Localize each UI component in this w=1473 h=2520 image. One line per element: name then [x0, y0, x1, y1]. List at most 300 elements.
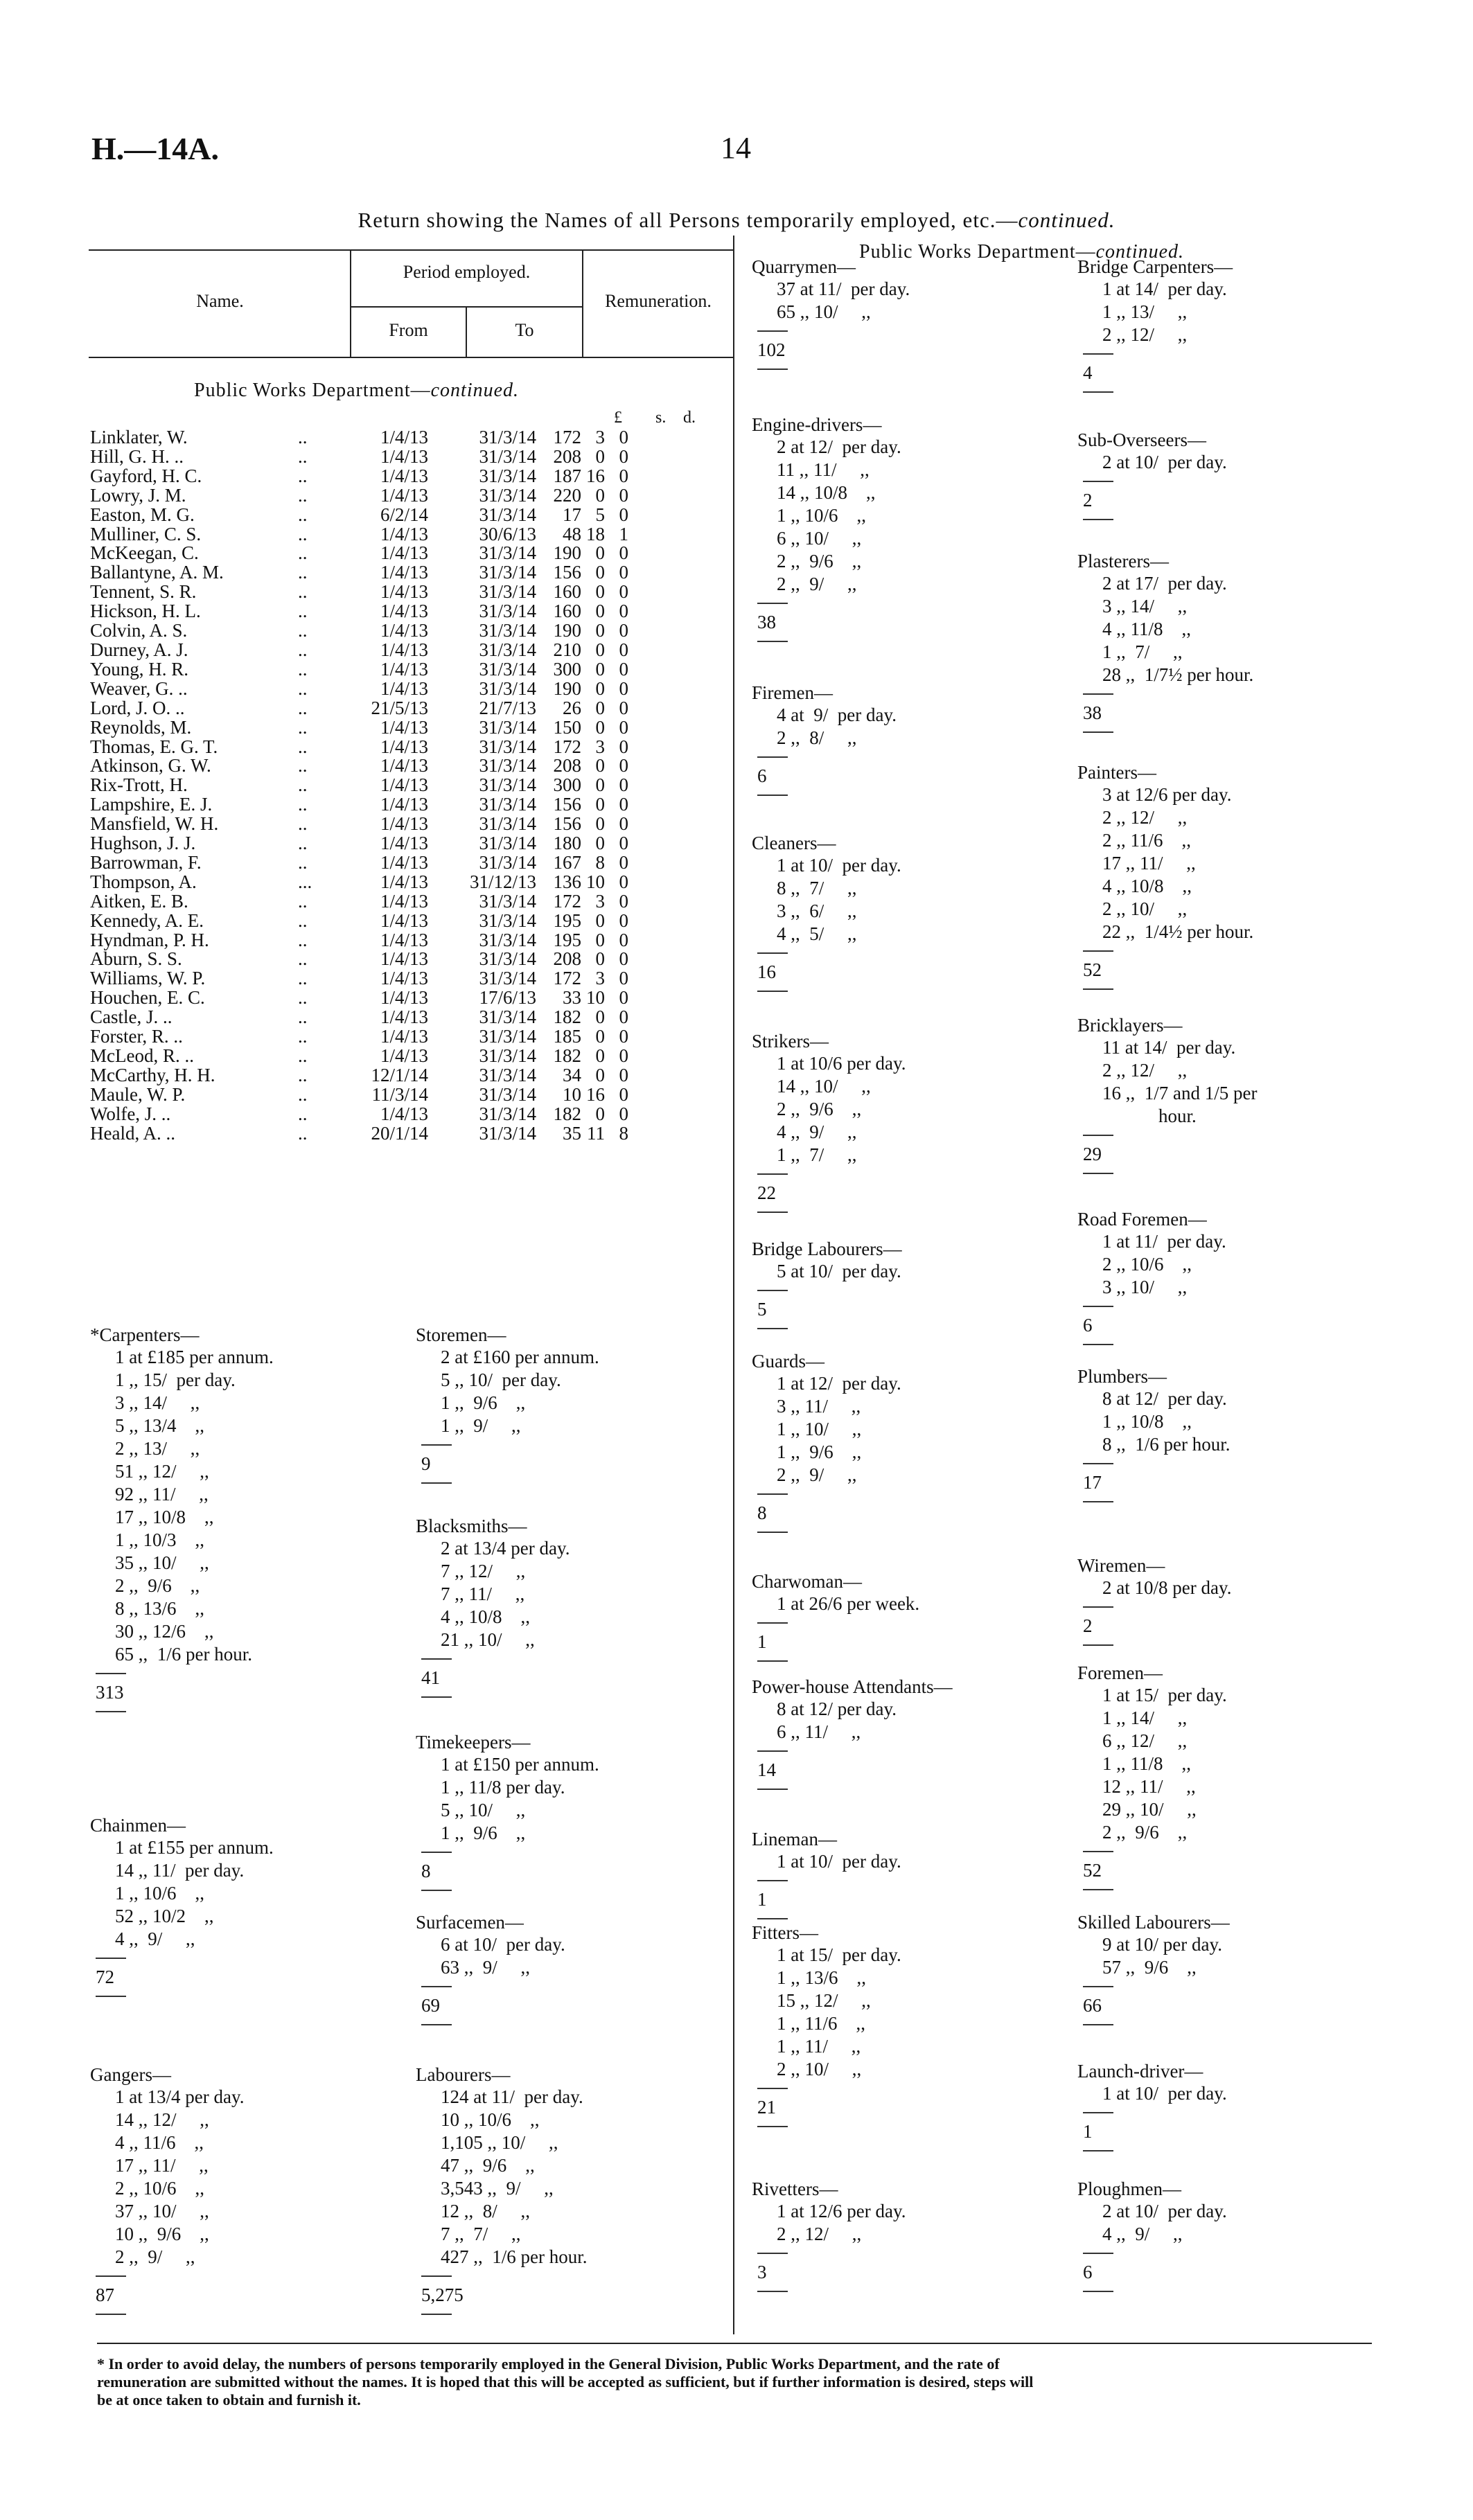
- cell-name: Aburn, S. S.: [90, 948, 182, 970]
- group-total: 66: [1083, 1995, 1102, 2016]
- group-line: 57 ,, 9/6 ,,: [1102, 1957, 1197, 1978]
- group-rule: [421, 1444, 452, 1446]
- group-title: Gangers—: [90, 2064, 171, 2085]
- cell-s: 0: [595, 929, 605, 950]
- group-line: 63 ,, 9/ ,,: [441, 1957, 531, 1978]
- cell-d: 0: [619, 1006, 628, 1028]
- cell-name: Lampshire, E. J.: [90, 794, 213, 815]
- group-line: 3 ,, 14/ ,,: [1102, 596, 1188, 616]
- cell-dots: ..: [298, 851, 308, 873]
- table-row: [90, 738, 628, 757]
- group-rule: [96, 1711, 126, 1712]
- group-title: Engine-drivers—: [752, 414, 882, 435]
- cell-d: 0: [619, 813, 628, 835]
- rate-group: [1077, 1209, 1226, 1352]
- cell-d: 0: [619, 1045, 628, 1066]
- group-line: 4 at 9/ per day.: [777, 704, 897, 725]
- table-row: [90, 795, 628, 815]
- cell-p: 136: [553, 871, 581, 892]
- cell-to: 31/12/13: [469, 871, 536, 892]
- cell-from: 1/4/13: [380, 909, 428, 931]
- pounds-label: £: [614, 409, 622, 427]
- cell-s: 0: [595, 1064, 605, 1085]
- rate-group: [416, 2064, 587, 2322]
- group-total: 4: [1083, 362, 1093, 383]
- cell-p: 26: [563, 697, 581, 718]
- cell-s: 3: [595, 736, 605, 757]
- group-rule: [1083, 519, 1113, 520]
- header-bottom-rule: [89, 357, 733, 358]
- group-title: Guards—: [752, 1351, 824, 1372]
- group-line: 4 ,, 11/6 ,,: [115, 2132, 204, 2153]
- group-line: 11 at 14/ per day.: [1102, 1037, 1236, 1058]
- group-line: 2 ,, 10/6 ,,: [115, 2178, 205, 2199]
- cell-d: 0: [619, 909, 628, 931]
- cell-from: 1/4/13: [380, 755, 428, 777]
- rate-group: [1077, 762, 1253, 997]
- cell-p: 17: [563, 504, 581, 525]
- cell-name: Gayford, H. C.: [90, 465, 202, 486]
- cell-p: 182: [553, 1045, 581, 1066]
- group-rule: [1083, 988, 1113, 990]
- group-line: 1 at 11/ per day.: [1102, 1231, 1226, 1252]
- group-total: 3: [757, 2262, 767, 2282]
- group-line: 2 ,, 9/6 ,,: [777, 1099, 862, 1119]
- cell-to: 31/3/14: [479, 794, 536, 815]
- group-rule: [757, 1660, 788, 1662]
- rate-group: [752, 2179, 906, 2299]
- cell-dots: ..: [298, 697, 308, 718]
- cell-d: 0: [619, 1083, 628, 1105]
- table-row: [90, 486, 628, 506]
- group-line: 1 at 12/ per day.: [777, 1373, 901, 1394]
- cell-to: 17/6/13: [479, 987, 536, 1009]
- group-rule: [421, 1658, 452, 1660]
- column-header-remuneration: Remuneration.: [605, 291, 712, 311]
- cell-dots: ..: [298, 445, 308, 467]
- cell-dots: ..: [298, 890, 308, 912]
- cell-p: 172: [553, 427, 581, 447]
- group-line: 92 ,, 11/ ,,: [115, 1484, 209, 1505]
- cell-p: 160: [553, 581, 581, 603]
- cell-dots: ..: [298, 813, 308, 835]
- page-title: [0, 208, 1473, 233]
- rate-group: [416, 1516, 570, 1705]
- group-title: Power-house Attendants—: [752, 1676, 953, 1697]
- group-line: 12 ,, 8/ ,,: [441, 2201, 531, 2221]
- table-row: [90, 506, 628, 525]
- cell-to: 30/6/13: [479, 523, 536, 544]
- document-code: H.—14A.: [91, 131, 219, 166]
- cell-d: 0: [619, 871, 628, 892]
- group-title: Bridge Labourers—: [752, 1239, 902, 1259]
- group-line: 2 at 10/ per day.: [1102, 2201, 1227, 2221]
- group-line: 2 at 10/8 per day.: [1102, 1577, 1232, 1598]
- table-row: [90, 563, 628, 583]
- group-title: Wiremen—: [1077, 1555, 1165, 1576]
- cell-p: 190: [553, 542, 581, 564]
- cell-d: 0: [619, 620, 628, 641]
- group-line: 1 at 12/6 per day.: [777, 2201, 906, 2221]
- group-line: 17 ,, 11/ ,,: [1102, 853, 1196, 873]
- group-line: 9 at 10/ per day.: [1102, 1934, 1222, 1955]
- cell-to: 31/3/14: [479, 484, 536, 506]
- cell-to: 31/3/14: [479, 948, 536, 970]
- cell-d: 0: [619, 851, 628, 873]
- cell-to: 31/3/14: [479, 736, 536, 757]
- cell-p: 195: [553, 909, 581, 931]
- cell-s: 0: [595, 948, 605, 970]
- table-row: [90, 621, 628, 641]
- cell-to: 31/3/14: [479, 909, 536, 931]
- group-line: 1 at 10/ per day.: [1102, 2083, 1227, 2104]
- group-line: 29 ,, 10/ ,,: [1102, 1799, 1197, 1820]
- group-line: 3 at 12/6 per day.: [1102, 784, 1232, 805]
- footnote: [97, 2355, 1372, 2409]
- group-rule: [757, 2291, 788, 2292]
- rate-group: [1077, 1366, 1230, 1509]
- table-row: [90, 853, 628, 873]
- group-rule: [757, 2126, 788, 2127]
- cell-name: Ballantyne, A. M.: [90, 562, 224, 583]
- cell-to: 31/3/14: [479, 620, 536, 641]
- group-rule: [1083, 1135, 1113, 1136]
- table-row: [90, 912, 628, 931]
- cell-from: 1/4/13: [380, 1026, 428, 1047]
- cell-from: 1/4/13: [380, 833, 428, 854]
- group-rule: [421, 1890, 452, 1891]
- cell-s: 0: [595, 620, 605, 641]
- group-line: 22 ,, 1/4½ per hour.: [1102, 921, 1254, 942]
- cell-s: 3: [595, 890, 605, 912]
- table-row: [90, 525, 628, 544]
- group-rule: [757, 1622, 788, 1624]
- table-row: [90, 1066, 628, 1085]
- cell-p: 185: [553, 1026, 581, 1047]
- table-row: [90, 1027, 628, 1047]
- cell-s: 0: [595, 581, 605, 603]
- cell-s: 0: [595, 909, 605, 931]
- group-rule: [757, 1290, 788, 1291]
- table-row: [90, 1047, 628, 1066]
- group-line: 4 ,, 10/8 ,,: [1102, 876, 1192, 896]
- group-rule: [757, 795, 788, 796]
- group-line: 1 at 14/ per day.: [1102, 278, 1227, 299]
- group-rule: [1083, 1463, 1113, 1464]
- group-line: 52 ,, 10/2 ,,: [115, 1906, 214, 1926]
- cell-d: 0: [619, 504, 628, 525]
- group-total: 5,275: [421, 2284, 464, 2305]
- footnote-rule: [97, 2343, 1372, 2344]
- cell-p: 150: [553, 716, 581, 738]
- cell-from: 1/4/13: [380, 774, 428, 796]
- group-rule: [1083, 1889, 1113, 1890]
- group-line: 2 ,, 10/ ,,: [1102, 898, 1188, 919]
- cell-name: Maule, W. P.: [90, 1083, 186, 1105]
- table-row: [90, 467, 628, 486]
- group-line: 2 ,, 11/6 ,,: [1102, 830, 1191, 851]
- group-rule: [421, 2024, 452, 2025]
- cell-s: 3: [595, 968, 605, 989]
- group-total: 102: [757, 339, 786, 360]
- group-line: 1 ,, 9/6 ,,: [441, 1822, 526, 1843]
- cell-name: Young, H. R.: [90, 658, 189, 680]
- cell-name: Lord, J. O. ..: [90, 697, 185, 718]
- group-total: 6: [1083, 2262, 1093, 2282]
- group-title: Charwoman—: [752, 1571, 862, 1592]
- cell-dots: ..: [298, 1026, 308, 1047]
- group-total: 41: [421, 1667, 440, 1688]
- cell-dots: ..: [298, 755, 308, 777]
- cell-from: 1/4/13: [380, 736, 428, 757]
- group-line: 1 ,, 10/ ,,: [777, 1419, 862, 1439]
- group-title: Bricklayers—: [1077, 1015, 1183, 1036]
- table-row: [90, 602, 628, 621]
- cell-to: 31/3/14: [479, 716, 536, 738]
- cell-to: 31/3/14: [479, 1045, 536, 1066]
- group-title: Strikers—: [752, 1031, 829, 1052]
- group-line: 2 ,, 12/ ,,: [1102, 1060, 1188, 1081]
- header-top-rule: [89, 249, 733, 251]
- cell-name: Heald, A. ..: [90, 1122, 175, 1144]
- group-title: Skilled Labourers—: [1077, 1912, 1230, 1933]
- group-rule: [757, 603, 788, 604]
- group-line: 35 ,, 10/ ,,: [115, 1552, 209, 1573]
- cell-s: 0: [595, 774, 605, 796]
- group-line: 16 ,, 1/7 and 1/5 per: [1102, 1083, 1258, 1103]
- cell-name: Thomas, E. G. T.: [90, 736, 218, 757]
- rate-group: [416, 1912, 565, 2032]
- cell-s: 0: [595, 794, 605, 815]
- group-line: 65 ,, 10/ ,,: [777, 301, 871, 322]
- group-rule: [1083, 2112, 1113, 2113]
- cell-p: 190: [553, 620, 581, 641]
- cell-d: 0: [619, 736, 628, 757]
- group-line: 4 ,, 9/ ,,: [777, 1121, 857, 1142]
- group-line: 1 ,, 7/ ,,: [777, 1144, 857, 1165]
- cell-d: 0: [619, 542, 628, 564]
- cell-dots: ..: [298, 542, 308, 564]
- group-rule: [421, 1852, 452, 1853]
- cell-s: 16: [586, 1083, 605, 1105]
- group-total: 8: [421, 1861, 431, 1881]
- group-rule: [1083, 2150, 1113, 2151]
- cell-p: 156: [553, 813, 581, 835]
- cell-dots: ..: [298, 581, 308, 603]
- cell-from: 21/5/13: [371, 697, 428, 718]
- cell-d: 0: [619, 794, 628, 815]
- cell-name: Hyndman, P. H.: [90, 929, 209, 950]
- table-row: [90, 892, 628, 912]
- cell-d: 0: [619, 658, 628, 680]
- rate-group: [1077, 2179, 1227, 2299]
- table-row: [90, 660, 628, 680]
- cell-name: Mulliner, C. S.: [90, 523, 202, 544]
- cell-s: 0: [595, 562, 605, 583]
- cell-p: 190: [553, 677, 581, 699]
- cell-p: 172: [553, 968, 581, 989]
- group-line: 2 ,, 9/6 ,,: [1102, 1822, 1188, 1843]
- cell-to: 31/3/14: [479, 639, 536, 660]
- group-total: 313: [96, 1682, 124, 1703]
- rate-group: [1077, 1015, 1257, 1181]
- group-line: 1 ,, 13/ ,,: [1102, 301, 1188, 322]
- group-line: 1 at 10/6 per day.: [777, 1053, 906, 1074]
- group-title: Quarrymen—: [752, 256, 856, 277]
- table-row: [90, 583, 628, 602]
- footnote-line: * In order to avoid delay, the numbers of persons temporarily employed in the General Division, Public Works Department, and the rate of: [97, 2355, 1000, 2372]
- group-rule: [1083, 693, 1113, 695]
- group-total: 29: [1083, 1144, 1102, 1164]
- cell-d: 0: [619, 948, 628, 970]
- group-line: 1 at 26/6 per week.: [777, 1593, 920, 1614]
- table-row: [90, 988, 628, 1008]
- group-line: 1 at £185 per annum.: [115, 1347, 274, 1367]
- group-line: 2 at £160 per annum.: [441, 1347, 599, 1367]
- cell-to: 31/3/14: [479, 465, 536, 486]
- group-total: 72: [96, 1967, 114, 1987]
- cell-d: 0: [619, 755, 628, 777]
- group-line: 1 ,, 11/6 ,,: [777, 2013, 865, 2034]
- group-rule: [1083, 1606, 1113, 1608]
- cell-name: Easton, M. G.: [90, 504, 195, 525]
- group-title: Chainmen—: [90, 1815, 186, 1836]
- cell-d: 0: [619, 427, 628, 447]
- cell-from: 1/4/13: [380, 427, 428, 447]
- rate-group: [752, 1829, 901, 1926]
- cell-to: 31/3/14: [479, 1083, 536, 1105]
- group-line: 2 ,, 12/ ,,: [1102, 807, 1188, 828]
- cell-name: Castle, J. ..: [90, 1006, 173, 1028]
- group-line: 2 at 17/ per day.: [1102, 573, 1227, 594]
- cell-to: 31/3/14: [479, 1122, 536, 1144]
- group-rule: [757, 1173, 788, 1175]
- cell-p: 195: [553, 929, 581, 950]
- cell-d: 0: [619, 639, 628, 660]
- group-line: 7 ,, 11/ ,,: [441, 1583, 525, 1604]
- group-total: 6: [1083, 1315, 1093, 1336]
- group-line: 3,543 ,, 9/ ,,: [441, 2178, 554, 2199]
- group-rule: [1083, 2253, 1113, 2254]
- cell-d: 0: [619, 697, 628, 718]
- table-row: [90, 834, 628, 853]
- rate-group: [416, 1732, 599, 1898]
- cell-to: 31/3/14: [479, 890, 536, 912]
- cell-p: 167: [553, 851, 581, 873]
- cell-dots: ..: [298, 427, 308, 447]
- cell-d: 8: [619, 1122, 628, 1144]
- group-line: 427 ,, 1/6 per hour.: [441, 2246, 588, 2267]
- column-header-to: To: [515, 320, 534, 340]
- group-title: Cleaners—: [752, 833, 836, 853]
- cell-d: 0: [619, 929, 628, 950]
- group-line: 28 ,, 1/7½ per hour.: [1102, 664, 1254, 685]
- group-total: 1: [757, 1889, 767, 1910]
- page-number: 14: [721, 131, 751, 165]
- cell-to: 31/3/14: [479, 542, 536, 564]
- table-row: [90, 699, 628, 718]
- group-line: 10 ,, 9/6 ,,: [115, 2224, 209, 2244]
- rate-group: [752, 1676, 953, 1797]
- cell-dots: ..: [298, 465, 308, 486]
- cell-from: 1/4/13: [380, 948, 428, 970]
- group-total: 9: [421, 1453, 431, 1474]
- cell-to: 31/3/14: [479, 581, 536, 603]
- table-row: [90, 756, 628, 776]
- cell-p: 156: [553, 794, 581, 815]
- group-line: 2 ,, 8/ ,,: [777, 727, 857, 748]
- column-header-from: From: [389, 320, 428, 340]
- cell-d: 0: [619, 716, 628, 738]
- group-line: 1,105 ,, 10/ ,,: [441, 2132, 558, 2153]
- group-line: 1 ,, 14/ ,,: [1102, 1707, 1188, 1728]
- group-rule: [757, 1532, 788, 1533]
- cell-d: 0: [619, 601, 628, 622]
- cell-dots: ..: [298, 504, 308, 525]
- group-line: 21 ,, 10/ ,,: [441, 1629, 535, 1650]
- rate-group: [752, 1031, 906, 1220]
- cell-from: 6/2/14: [380, 504, 428, 525]
- footnote-line: be at once taken to obtain and furnish it.: [97, 2391, 361, 2408]
- group-line: 2 ,, 12/ ,,: [777, 2224, 862, 2244]
- table-row: [90, 776, 628, 795]
- cell-name: Reynolds, M.: [90, 716, 192, 738]
- group-line: 1 at 10/ per day.: [777, 1851, 901, 1872]
- cell-d: 0: [619, 484, 628, 506]
- group-line: 14 ,, 10/ ,,: [777, 1076, 871, 1097]
- cell-d: 0: [619, 987, 628, 1009]
- group-line: 1 at 15/ per day.: [1102, 1685, 1227, 1705]
- cell-p: 35: [563, 1122, 581, 1144]
- rate-group: [752, 1922, 901, 2134]
- cell-to: 31/3/14: [479, 562, 536, 583]
- cell-s: 0: [595, 677, 605, 699]
- cell-from: 1/4/13: [380, 523, 428, 544]
- column-header-period: Period employed.: [403, 262, 531, 282]
- cell-s: 0: [595, 813, 605, 835]
- cell-from: 1/4/13: [380, 542, 428, 564]
- table-row: [90, 718, 628, 738]
- cell-p: 48: [563, 523, 581, 544]
- cell-s: 0: [595, 833, 605, 854]
- cell-p: 300: [553, 774, 581, 796]
- cell-s: 0: [595, 755, 605, 777]
- cell-d: 0: [619, 968, 628, 989]
- cell-to: 31/3/14: [479, 813, 536, 835]
- group-line: 51 ,, 12/ ,,: [115, 1461, 209, 1482]
- cell-from: 1/4/13: [380, 968, 428, 989]
- cell-dots: ..: [298, 948, 308, 970]
- group-line: 2 ,, 10/6 ,,: [1102, 1254, 1192, 1275]
- cell-from: 1/4/13: [380, 987, 428, 1009]
- group-line: 65 ,, 1/6 per hour.: [115, 1644, 252, 1665]
- cell-from: 1/4/13: [380, 851, 428, 873]
- group-rule: [757, 641, 788, 642]
- cell-s: 10: [586, 871, 605, 892]
- rate-group: [1077, 1912, 1230, 2032]
- group-line: 12 ,, 11/ ,,: [1102, 1776, 1196, 1797]
- table-row: [90, 428, 628, 447]
- section-title-right: Public Works Department—continued.: [859, 241, 1185, 263]
- cell-p: 187: [553, 465, 581, 486]
- group-total: 5: [757, 1299, 767, 1320]
- cell-dots: ..: [298, 677, 308, 699]
- group-rule: [757, 369, 788, 370]
- group-title: Lineman—: [752, 1829, 837, 1849]
- cell-s: 0: [595, 697, 605, 718]
- group-rule: [1083, 1344, 1113, 1345]
- table-row: [90, 815, 628, 834]
